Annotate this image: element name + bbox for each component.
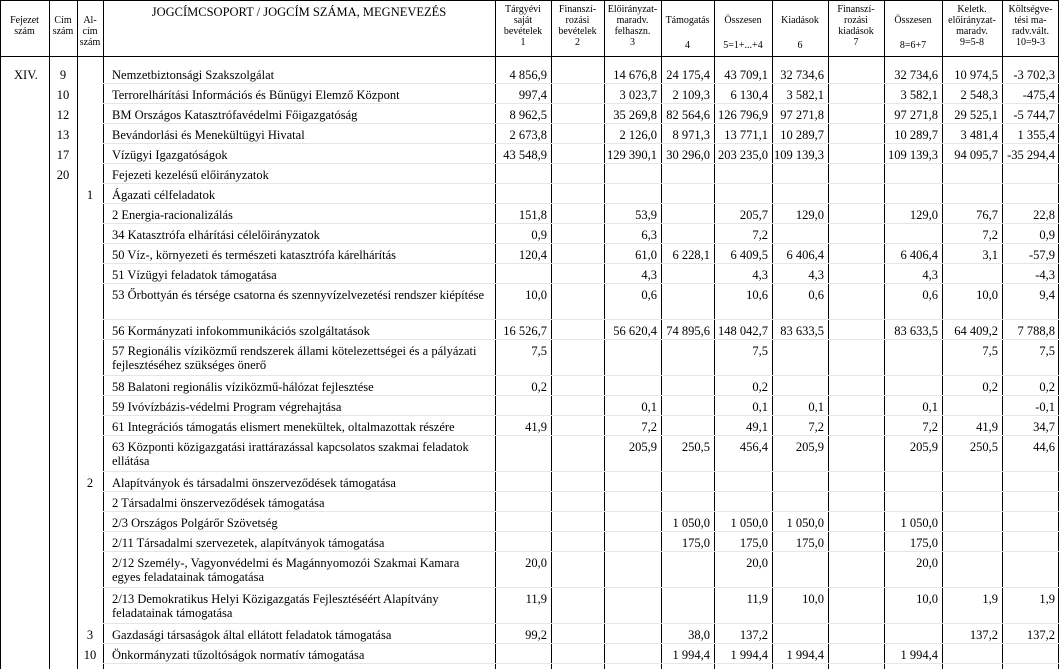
row-value-col4: 24 175,4 — [666, 68, 710, 82]
row-value-col6: 32 734,6 — [780, 68, 824, 82]
row-value-col6: 175,0 — [795, 536, 824, 550]
row-value-col5: 175,0 — [739, 536, 768, 550]
header-c5-1: 5=1+...+4 — [723, 40, 763, 51]
row-separator — [103, 163, 1059, 164]
row-value-col3: 53,9 — [635, 208, 657, 222]
row-separator — [103, 511, 1059, 512]
row-value-col5: 0,1 — [752, 400, 768, 414]
row-value-col4: 8 971,3 — [672, 128, 710, 142]
header-fejezet-0: Fejezet — [10, 15, 39, 26]
row-value-col9: 29 525,1 — [954, 108, 998, 122]
row-name: Terrorelhárítási Információs és Bűnügyi Elemző Központ — [112, 88, 400, 102]
header-c5-0: Összesen — [724, 15, 762, 26]
row-value-col9: 137,2 — [969, 628, 998, 642]
header-c9-0: Keletk. — [957, 4, 987, 15]
row-value-col3: 14 676,8 — [613, 68, 657, 82]
row-value-col3: 2 126,0 — [619, 128, 657, 142]
row-name: Ágazati célfeladatok — [112, 188, 216, 202]
row-value-col3: 205,9 — [628, 440, 657, 454]
row-separator — [103, 435, 1059, 436]
row-value-col4: 38,0 — [688, 628, 710, 642]
row-value-col5: 11,9 — [746, 592, 768, 606]
row-value-col5: 43 709,1 — [724, 68, 768, 82]
row-separator — [103, 415, 1059, 416]
row-value-col4: 6 228,1 — [672, 248, 710, 262]
row-value-col1: 7,5 — [531, 344, 547, 358]
row-value-col10: 7 788,8 — [1017, 324, 1055, 338]
column-divider — [103, 0, 104, 669]
row-value-col3: 7,2 — [641, 420, 657, 434]
row-value-col6: 6 406,4 — [786, 248, 824, 262]
header-c3-1: maradv. — [616, 15, 649, 26]
row-value-col8: 97 271,8 — [894, 108, 938, 122]
row-value-col6: 1 994,4 — [786, 648, 824, 662]
row-value-col5: 20,0 — [746, 556, 768, 570]
row-value-col10: 1 355,4 — [1017, 128, 1055, 142]
header-c10-3: 10=9-3 — [1016, 37, 1045, 48]
row-separator — [103, 623, 1059, 624]
row-value-col4: 1 050,0 — [672, 516, 710, 530]
column-divider — [551, 0, 552, 669]
row-value-col8: 0,1 — [922, 400, 938, 414]
header-alcim-2: szám — [79, 37, 101, 48]
row-value-col10: -0,1 — [1035, 400, 1055, 414]
row-name: 57 Regionális víziközmű rendszerek állami kötelezettségei és a pályázati fejlesztéséhez szükséges önerő — [112, 344, 477, 372]
header-c7-3: 7 — [853, 37, 859, 48]
row-value-col6: 83 633,5 — [780, 324, 824, 338]
row-value-col10: 7,5 — [1039, 344, 1055, 358]
row-name: 58 Balatoni regionális víziközmű-hálózat fejlesztése — [112, 380, 374, 394]
header-c7-0: Finanszí- — [837, 4, 875, 15]
row-value-col9: 2 548,3 — [960, 88, 998, 102]
row-value-col5: 126 796,9 — [718, 108, 768, 122]
row-value-col8: 83 633,5 — [894, 324, 938, 338]
row-separator — [103, 587, 1059, 588]
header-alcim-1: cím — [82, 26, 98, 37]
row-value-col8: 10,0 — [916, 592, 938, 606]
row-separator — [103, 263, 1059, 264]
row-value-col6: 10 289,7 — [780, 128, 824, 142]
row-value-col5: 6 409,5 — [730, 248, 768, 262]
row-value-col6: 0,6 — [808, 288, 824, 302]
header-bottom-rule — [0, 56, 1059, 57]
header-title-0: JOGCÍMCSOPORT / JOGCÍM SZÁMA, MEGNEVEZÉS — [151, 5, 447, 19]
row-value-col5: 7,2 — [752, 228, 768, 242]
header-c10-1: tési ma- — [1014, 15, 1047, 26]
row-value-col6: 7,2 — [808, 420, 824, 434]
header-c1-1: saját — [513, 15, 533, 26]
row-value-col8: 7,2 — [922, 420, 938, 434]
row-value-col6: 3 582,1 — [786, 88, 824, 102]
row-value-col3: 6,3 — [641, 228, 657, 242]
row-value-col9: 41,9 — [976, 420, 998, 434]
row-value-col8: 6 406,4 — [900, 248, 938, 262]
row-value-col4: 30 296,0 — [666, 148, 710, 162]
row-value-col3: 129 390,1 — [607, 148, 657, 162]
row-value-col8: 1 994,4 — [900, 648, 938, 662]
row-value-col3: 56 620,4 — [613, 324, 657, 338]
row-value-col9: 0,2 — [982, 380, 998, 394]
row-value-col8: 205,9 — [909, 440, 938, 454]
row-separator — [103, 183, 1059, 184]
row-value-col3: 0,6 — [641, 288, 657, 302]
row-value-col4: 82 564,6 — [666, 108, 710, 122]
row-value-col5: 1 994,4 — [730, 648, 768, 662]
row-separator — [103, 491, 1059, 492]
row-value-col8: 20,0 — [916, 556, 938, 570]
row-value-col5: 4,3 — [752, 268, 768, 282]
row-alcim: 1 — [86, 188, 94, 202]
row-value-col8: 32 734,6 — [894, 68, 938, 82]
row-cim: 9 — [59, 68, 67, 82]
row-value-col8: 175,0 — [909, 536, 938, 550]
row-value-col9: 3,1 — [982, 248, 998, 262]
row-value-col5: 13 771,1 — [724, 128, 768, 142]
row-value-col1: 41,9 — [525, 420, 547, 434]
row-value-col8: 4,3 — [922, 268, 938, 282]
row-cim: 13 — [56, 128, 70, 142]
row-value-col10: 22,8 — [1033, 208, 1055, 222]
header-c4-1: 4 — [685, 40, 690, 51]
row-cim: 20 — [56, 168, 70, 182]
row-value-col6: 0,1 — [808, 400, 824, 414]
row-value-col4: 1 994,4 — [672, 648, 710, 662]
header-top-rule — [0, 0, 1059, 1]
row-value-col5: 10,6 — [746, 288, 768, 302]
row-value-col9: 64 409,2 — [954, 324, 998, 338]
row-name: Nemzetbiztonsági Szakszolgálat — [112, 68, 275, 82]
row-separator — [103, 83, 1059, 84]
row-name: 2/3 Országos Polgárőr Szövetség — [112, 516, 278, 530]
header-c3-3: 3 — [630, 37, 635, 48]
row-value-col5: 456,4 — [739, 440, 768, 454]
row-value-col9: 7,5 — [982, 344, 998, 358]
row-separator — [103, 663, 1059, 664]
row-value-col9: 10,0 — [976, 288, 998, 302]
row-value-col6: 109 139,3 — [774, 148, 824, 162]
row-value-col1: 10,0 — [525, 288, 547, 302]
row-separator — [103, 531, 1059, 532]
row-value-col8: 1 050,0 — [900, 516, 938, 530]
row-name: 2/11 Társadalmi szervezetek, alapítványok támogatása — [112, 536, 385, 550]
row-value-col9: 94 095,7 — [954, 148, 998, 162]
row-value-col10: -3 702,3 — [1013, 68, 1055, 82]
row-separator — [103, 143, 1059, 144]
row-name: 34 Katasztrófa elhárítási célelőirányzatok — [112, 228, 320, 242]
row-value-col9: 7,2 — [982, 228, 998, 242]
row-value-col1: 2 673,8 — [509, 128, 547, 142]
row-value-col5: 1 050,0 — [730, 516, 768, 530]
row-value-col3: 0,1 — [641, 400, 657, 414]
row-value-col8: 129,0 — [909, 208, 938, 222]
header-alcim-0: Al- — [83, 15, 97, 26]
row-value-col10: 0,2 — [1039, 380, 1055, 394]
header-c7-2: kiadások — [838, 26, 874, 37]
row-separator — [103, 123, 1059, 124]
row-value-col4: 2 109,3 — [672, 88, 710, 102]
row-separator — [103, 283, 1059, 284]
header-c1-3: 1 — [520, 37, 526, 48]
row-name: 2/13 Demokratikus Helyi Közigazgatás Fejlesztéséért Alapítvány feladatainak támogatása — [112, 592, 439, 620]
row-value-col9: 250,5 — [969, 440, 998, 454]
row-separator — [103, 319, 1059, 320]
header-c8-1: 8=6+7 — [899, 40, 927, 51]
row-value-col5: 205,7 — [739, 208, 768, 222]
row-name: Alapítványok és társadalmi önszerveződések támogatása — [112, 476, 396, 490]
row-value-col4: 175,0 — [681, 536, 710, 550]
column-divider — [0, 0, 1, 669]
row-alcim: 3 — [86, 628, 94, 642]
column-divider — [77, 0, 78, 669]
row-value-col6: 205,9 — [795, 440, 824, 454]
row-separator — [103, 375, 1059, 376]
row-separator — [103, 551, 1059, 552]
header-c2-0: Finanszí- — [558, 4, 597, 15]
row-value-col1: 151,8 — [518, 208, 547, 222]
row-cim: 12 — [56, 108, 70, 122]
row-separator — [103, 471, 1059, 472]
row-value-col6: 4,3 — [808, 268, 824, 282]
row-value-col1: 16 526,7 — [503, 324, 547, 338]
header-c10-2: radv.vált. — [1011, 26, 1050, 37]
header-c10-0: Költségve- — [1008, 4, 1053, 15]
row-name: Vízügyi Igazgatóságok — [112, 148, 228, 162]
row-value-col8: 0,6 — [922, 288, 938, 302]
row-value-col6: 1 050,0 — [786, 516, 824, 530]
row-name: 50 Víz-, környezeti és természeti katasztrófa kárelhárítás — [112, 248, 397, 262]
row-separator — [103, 339, 1059, 340]
row-name: 51 Vízügyi feladatok támogatása — [112, 268, 277, 282]
row-value-col1: 99,2 — [525, 628, 547, 642]
header-c7-1: rozási — [844, 15, 868, 26]
row-value-col10: -475,4 — [1022, 88, 1055, 102]
row-name: 2/12 Személy-, Vagyonvédelmi és Magánnyomozói Szakmai Kamara egyes feladatainak támogatása — [112, 556, 460, 584]
row-name: Önkormányzati tűzoltóságok normatív támogatása — [112, 648, 365, 662]
row-value-col10: 34,7 — [1033, 420, 1055, 434]
row-separator — [103, 643, 1059, 644]
header-c6-0: Kiadások — [781, 15, 819, 26]
row-separator — [103, 395, 1059, 396]
row-value-col4: 250,5 — [681, 440, 710, 454]
row-value-col10: -57,9 — [1028, 248, 1055, 262]
row-alcim: 2 — [86, 476, 94, 490]
row-value-col5: 7,5 — [752, 344, 768, 358]
header-cim-1: szám — [52, 26, 74, 37]
row-value-col5: 137,2 — [739, 628, 768, 642]
row-value-col8: 109 139,3 — [888, 148, 938, 162]
row-separator — [103, 103, 1059, 104]
row-name: BM Országos Katasztrófavédelmi Főigazgatóság — [112, 108, 358, 122]
row-value-col5: 148 042,7 — [718, 324, 768, 338]
row-value-col10: -4,3 — [1035, 268, 1055, 282]
row-value-col5: 203 235,0 — [718, 148, 768, 162]
header-cim-0: Cím — [54, 15, 72, 26]
row-value-col8: 10 289,7 — [894, 128, 938, 142]
header-fejezet-1: szám — [14, 26, 35, 37]
row-separator — [103, 243, 1059, 244]
header-c6-1: 6 — [797, 40, 803, 51]
header-c1-0: Tárgyévi — [505, 4, 541, 15]
row-value-col1: 0,2 — [531, 380, 547, 394]
row-value-col3: 35 269,8 — [613, 108, 657, 122]
row-name: 2 Energia-racionalizálás — [112, 208, 233, 222]
header-c2-2: bevételek — [558, 26, 597, 37]
row-value-col10: -5 744,7 — [1013, 108, 1055, 122]
row-value-col8: 3 582,1 — [900, 88, 938, 102]
row-value-col5: 6 130,4 — [730, 88, 768, 102]
row-cim: 10 — [56, 88, 70, 102]
row-separator — [103, 223, 1059, 224]
header-c9-2: maradv. — [956, 26, 988, 37]
row-value-col3: 4,3 — [641, 268, 657, 282]
row-value-col9: 76,7 — [976, 208, 998, 222]
row-name: 63 Központi közigazgatási irattárazással kapcsolatos szakmai feladatok ellátása — [112, 440, 469, 468]
row-value-col10: 9,4 — [1039, 288, 1055, 302]
row-value-col4: 74 895,6 — [666, 324, 710, 338]
header-c9-3: 9=5-8 — [960, 37, 984, 48]
row-value-col3: 3 023,7 — [619, 88, 657, 102]
row-value-col10: 137,2 — [1026, 628, 1055, 642]
row-alcim: 10 — [83, 648, 97, 662]
row-value-col9: 1,9 — [982, 592, 998, 606]
row-separator — [103, 203, 1059, 204]
header-c9-1: előirányzat- — [948, 15, 996, 26]
header-c3-2: felhaszn. — [614, 26, 651, 37]
row-name: Fejezeti kezelésű előirányzatok — [112, 168, 269, 182]
row-value-col1: 20,0 — [525, 556, 547, 570]
row-value-col10: 1,9 — [1039, 592, 1055, 606]
row-name: 59 Ivóvízbázis-védelmi Program végrehajtása — [112, 400, 342, 414]
row-value-col1: 11,9 — [525, 592, 547, 606]
row-value-col1: 0,9 — [531, 228, 547, 242]
row-cim: 17 — [56, 148, 70, 162]
row-value-col1: 120,4 — [518, 248, 547, 262]
row-fejezet: XIV. — [14, 68, 38, 82]
row-name: 56 Kormányzati infokommunikációs szolgáltatások — [112, 324, 370, 338]
row-name: 2 Társadalmi önszerveződések támogatása — [112, 496, 325, 510]
header-c8-0: Összesen — [894, 15, 932, 26]
row-value-col10: 0,9 — [1039, 228, 1055, 242]
header-c2-1: rozási — [565, 15, 590, 26]
row-name: 61 Integrációs támogatás elismert menekültek, oltalmazottak részére — [112, 420, 455, 434]
row-value-col1: 43 548,9 — [503, 148, 547, 162]
row-value-col5: 0,2 — [752, 380, 768, 394]
row-value-col10: 44,6 — [1033, 440, 1055, 454]
row-value-col10: -35 294,4 — [1007, 148, 1055, 162]
row-value-col3: 61,0 — [635, 248, 657, 262]
header-c3-0: Előirányzat- — [607, 4, 658, 15]
row-name: 53 Őrbottyán és térsége csatorna és szennyvízelvezetési rendszer kiépítése — [112, 288, 485, 302]
header-c2-3: 2 — [575, 37, 580, 48]
row-value-col6: 10,0 — [802, 592, 824, 606]
row-value-col9: 10 974,5 — [954, 68, 998, 82]
row-value-col1: 4 856,9 — [509, 68, 547, 82]
row-value-col1: 8 962,5 — [509, 108, 547, 122]
row-value-col9: 3 481,4 — [960, 128, 998, 142]
column-divider — [828, 0, 829, 669]
header-c1-2: bevételek — [503, 26, 543, 37]
row-value-col1: 997,4 — [518, 88, 547, 102]
row-name: Gazdasági társaságok által ellátott feladatok támogatása — [112, 628, 392, 642]
row-value-col6: 97 271,8 — [780, 108, 824, 122]
row-name: Bevándorlási és Menekültügyi Hivatal — [112, 128, 305, 142]
row-value-col5: 49,1 — [746, 420, 768, 434]
row-value-col6: 129,0 — [795, 208, 824, 222]
header-c4-0: Támogatás — [665, 15, 710, 26]
